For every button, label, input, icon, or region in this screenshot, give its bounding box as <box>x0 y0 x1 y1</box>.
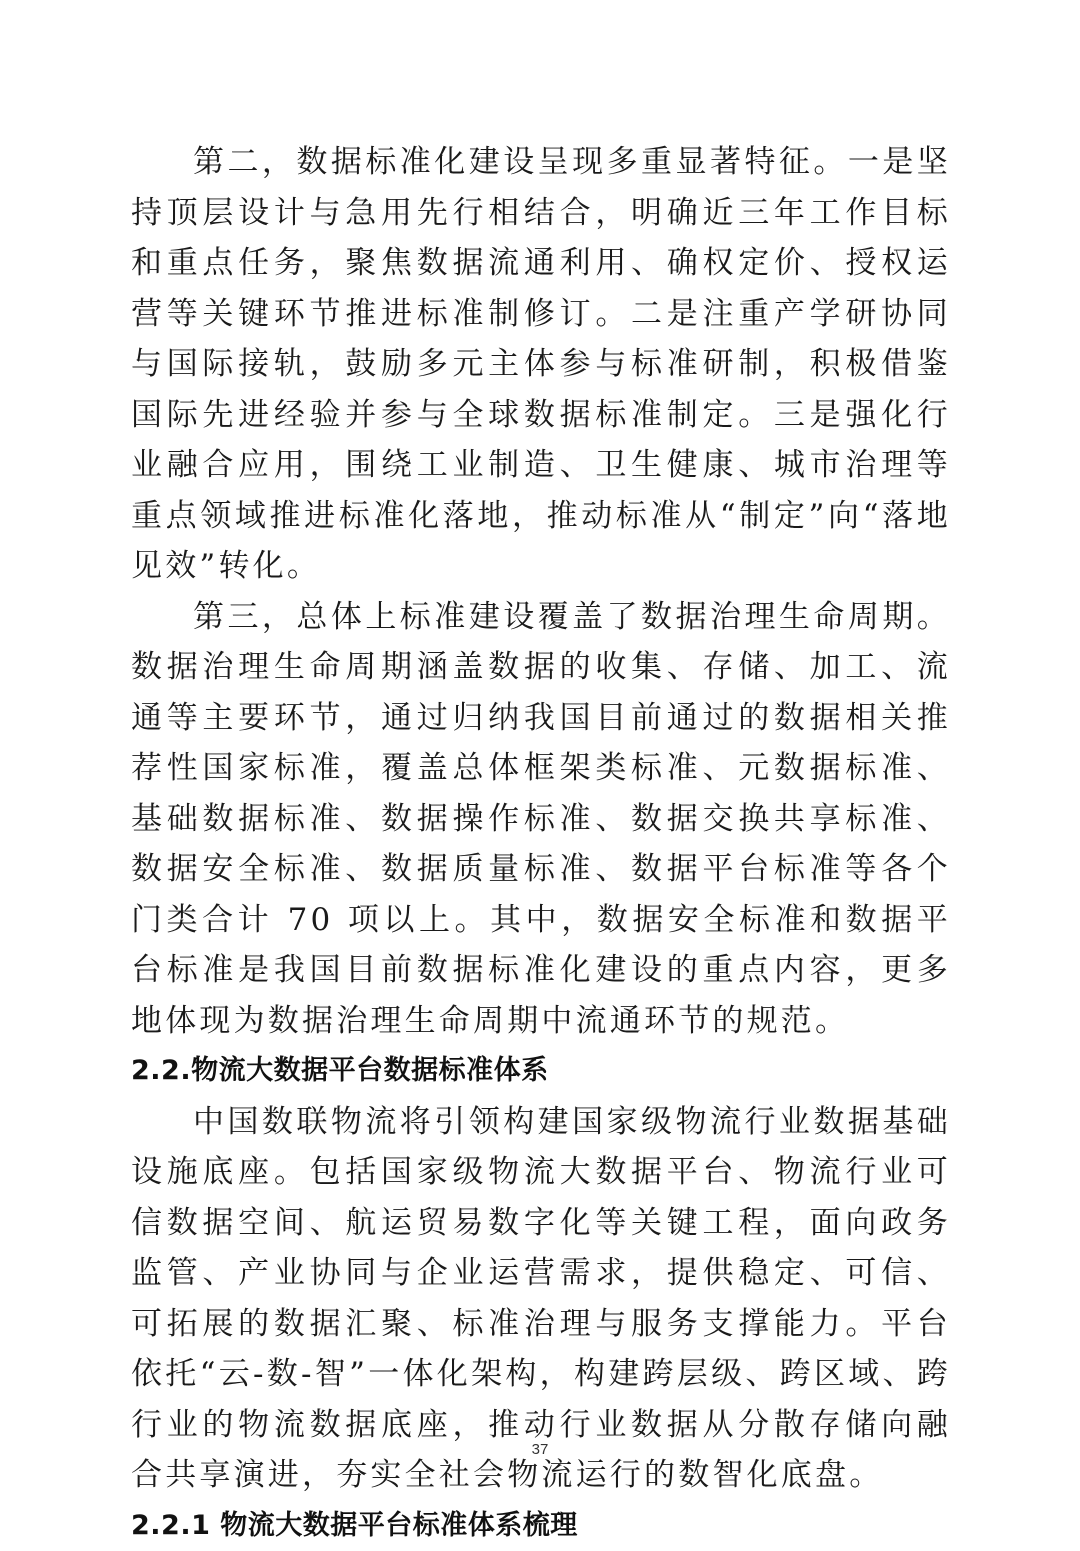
page-number: 37 <box>0 1441 1080 1458</box>
paragraph-second-feature: 第二，数据标准化建设呈现多重显著特征。一是坚持顶层设计与急用先行相结合，明确近三年工作目标和重点任务，聚焦数据流通利用、确权定价、授权运营等关键环节推进标准制修订。二是注重产学研协同与国际接轨，鼓励多元主体参与标准研制，积极借鉴国际先进经验并参与全球数据标准制定。三是强化行业融合应用，围绕工业制造、卫生健康、城市治理等重点领域推进标准化落地，推动标准从“制定”向“落地见效”转化。 <box>131 137 951 592</box>
paragraph-logistics-platform: 中国数联物流将引领构建国家级物流行业数据基础设施底座。包括国家级物流大数据平台、物流行业可信数据空间、航运贸易数字化等关键工程，面向政务监管、产业协同与企业运营需求，提供稳定、可信、可拓展的数据汇聚、标准治理与服务支撑能力。平台依托“云-数-智”一体化架构，构建跨层级、跨区域、跨行业的物流数据底座，推动行业数据从分散存储向融合共享演进，夯实全社会物流运行的数智化底盘。 <box>131 1097 951 1501</box>
paragraph-third-feature: 第三，总体上标准建设覆盖了数据治理生命周期。数据治理生命周期涵盖数据的收集、存储、加工、流通等主要环节，通过归纳我国目前通过的数据相关推荐性国家标准，覆盖总体框架类标准、元数据标准、基础数据标准、数据操作标准、数据交换共享标准、数据安全标准、数据质量标准、数据平台标准等各个门类合计 70 项以上。其中，数据安全标准和数据平台标准是我国目前数据标准化建设的重点内容，更多地体现为数据治理生命周期中流通环节的规范。 <box>131 592 951 1047</box>
section-heading-2-2: 2.2.物流大数据平台数据标准体系 <box>131 1046 951 1097</box>
page-body <box>131 137 951 1551</box>
subsection-heading-2-2-1: 2.2.1 物流大数据平台标准体系梳理 <box>131 1501 951 1551</box>
